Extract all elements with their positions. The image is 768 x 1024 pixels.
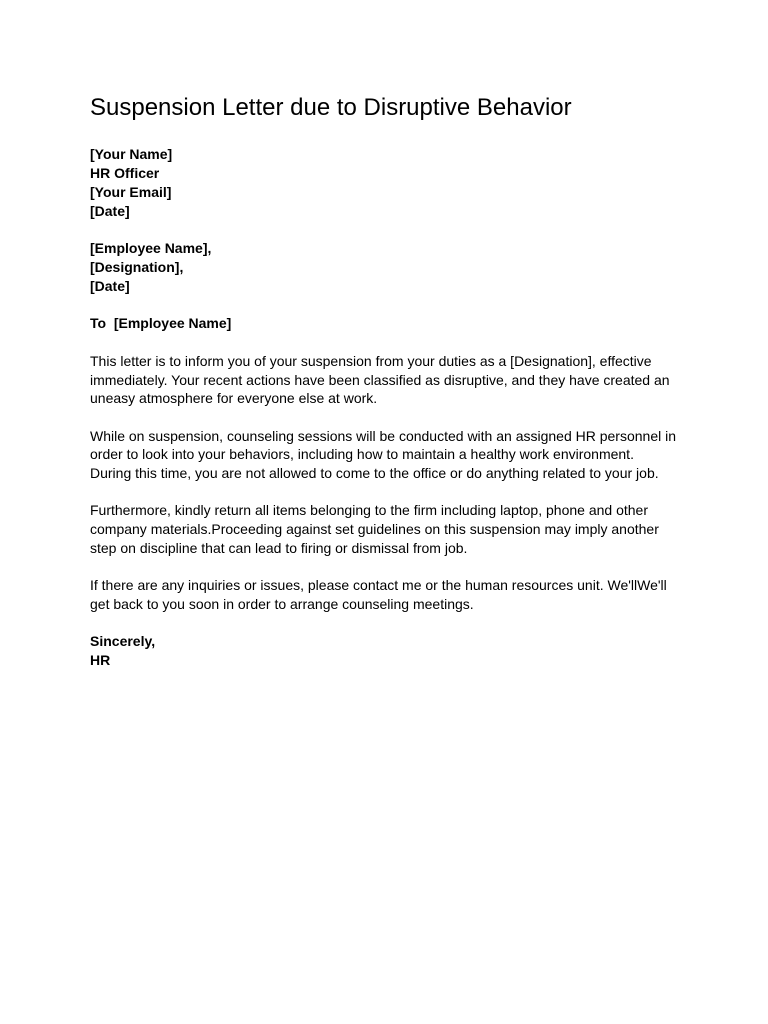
closing-signature: HR (90, 651, 111, 668)
sender-email: [Your Email] (90, 184, 172, 200)
paragraph-suspension-notice: This letter is to inform you of your suspension from your duties as a [Designation], effective immediately. Your recent actions have been classified as disruptive, and they have created an uneasy atmosphere for everyone else at work. (90, 353, 670, 407)
paragraph-contact: If there are any inquiries or issues, please contact me or the human resources unit. We'llWe'll get back to you soon in order to arrange counseling meetings. (90, 576, 667, 612)
salutation-to-line: To [Employee Name] (90, 315, 232, 331)
recipient-block (90, 239, 680, 296)
closing-block (90, 632, 680, 670)
sender-date: [Date] (90, 203, 130, 219)
recipient-designation: [Designation], (90, 259, 184, 275)
sender-block (90, 145, 680, 221)
recipient-name: [Employee Name], (90, 240, 212, 256)
sender-name: [Your Name] (90, 146, 173, 162)
recipient-date: [Date] (90, 278, 130, 294)
letter-body (90, 93, 680, 670)
paragraph-return-items: Furthermore, kindly return all items belonging to the firm including laptop, phone and other company materials.Proceeding against set guidelines on this suspension may imply another step on discipline that can lead to firing or dismissal from job. (90, 502, 659, 556)
closing-salutation: Sincerely, (90, 632, 156, 649)
sender-role: HR Officer (90, 165, 160, 181)
paragraph-counseling: While on suspension, counseling sessions will be conducted with an assigned HR personnel in order to look into your behaviors, including how to maintain a healthy work environment. During this time, you are not allowed to come to the office or do anything related to your job. (90, 427, 677, 482)
letter-title: Suspension Letter due to Disruptive Behavior (90, 94, 572, 121)
